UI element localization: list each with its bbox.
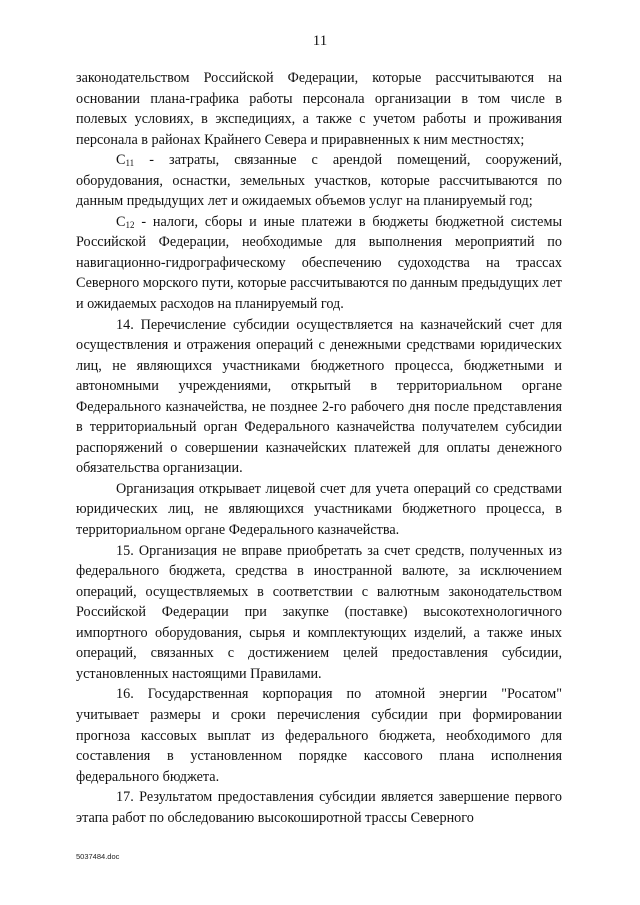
- document-body: [76, 68, 562, 828]
- paragraph-continuation: законодательством Российской Федерации, которые рассчитываются на основании плана-графика работы персонала организации в том числе в полевых условиях, в экспедициях, а также с учетом работы и проживания персонала в районах Крайнего Севера и приравненных к ним местностях;: [76, 70, 562, 148]
- paragraph-text: - затраты, связанные с арендой помещений, сооружений, оборудования, оснастки, земельных участков, которые рассчитываются по данным предыдущих лет и ожидаемых объемов услуг на планируемый год;: [76, 152, 562, 210]
- document-file-code: 5037484.doc: [76, 852, 120, 861]
- cost-symbol: C: [116, 152, 126, 169]
- page-number: 11: [312, 33, 328, 49]
- paragraph-text: - налоги, сборы и иные платежи в бюджеты бюджетной системы Российской Федерации, необходимые для выполнения мероприятий по навигационно-гидрографическому обеспечению судоходства на трассах Северного морского пути, которые рассчитываются по данным предыдущих лет и ожидаемых расходов на планируемый год.: [76, 213, 562, 313]
- paragraph-c11: [76, 150, 562, 212]
- paragraph-17: 17. Результатом предоставления субсидии является завершение первого этапа работ по обследованию высокоширотной трассы Северного: [76, 789, 562, 826]
- cost-subscript: 11: [125, 158, 135, 169]
- paragraph-16: 16. Государственная корпорация по атомной энергии "Росатом" учитывает размеры и сроки перечисления субсидии при формировании прогноза кассовых выплат из федерального бюджета, необходимого для составления в установленном порядке кассового плана исполнения федерального бюджета.: [76, 686, 562, 785]
- cost-symbol: C: [116, 213, 126, 230]
- paragraph-14: 14. Перечисление субсидии осуществляется на казначейский счет для осуществления и отражения операций с денежными средствами юридических лиц, не являющихся участниками бюджетного процесса, бюджетными и автономными учреждениями, открытый в территориальном органе Федерального казначейства, не позднее 2-го рабочего дня после представления в территориальный орган Федерального казначейства получателем субсидии распоряжений о совершении казначейских платежей для оплаты денежного обязательства организации.: [76, 316, 562, 477]
- paragraph-15: 15. Организация не вправе приобретать за счет средств, полученных из федерального бюджета, средства в иностранной валюте, за исключением операций, осуществляемых в соответствии с валютным законодательством Российской Федерации при закупке (поставке) высокотехнологичного импортного оборудования, сырья и комплектующих изделий, а также иных операций, связанных с достижением целей предоставления субсидии, установленных настоящими Правилами.: [76, 542, 562, 682]
- paragraph-personal-account: Организация открывает лицевой счет для учета операций со средствами юридических лиц, не являющихся участниками бюджетного процесса, в территориальном органе Федерального казначейства.: [76, 480, 562, 539]
- cost-subscript: 12: [125, 219, 135, 230]
- paragraph-c12: [76, 212, 562, 315]
